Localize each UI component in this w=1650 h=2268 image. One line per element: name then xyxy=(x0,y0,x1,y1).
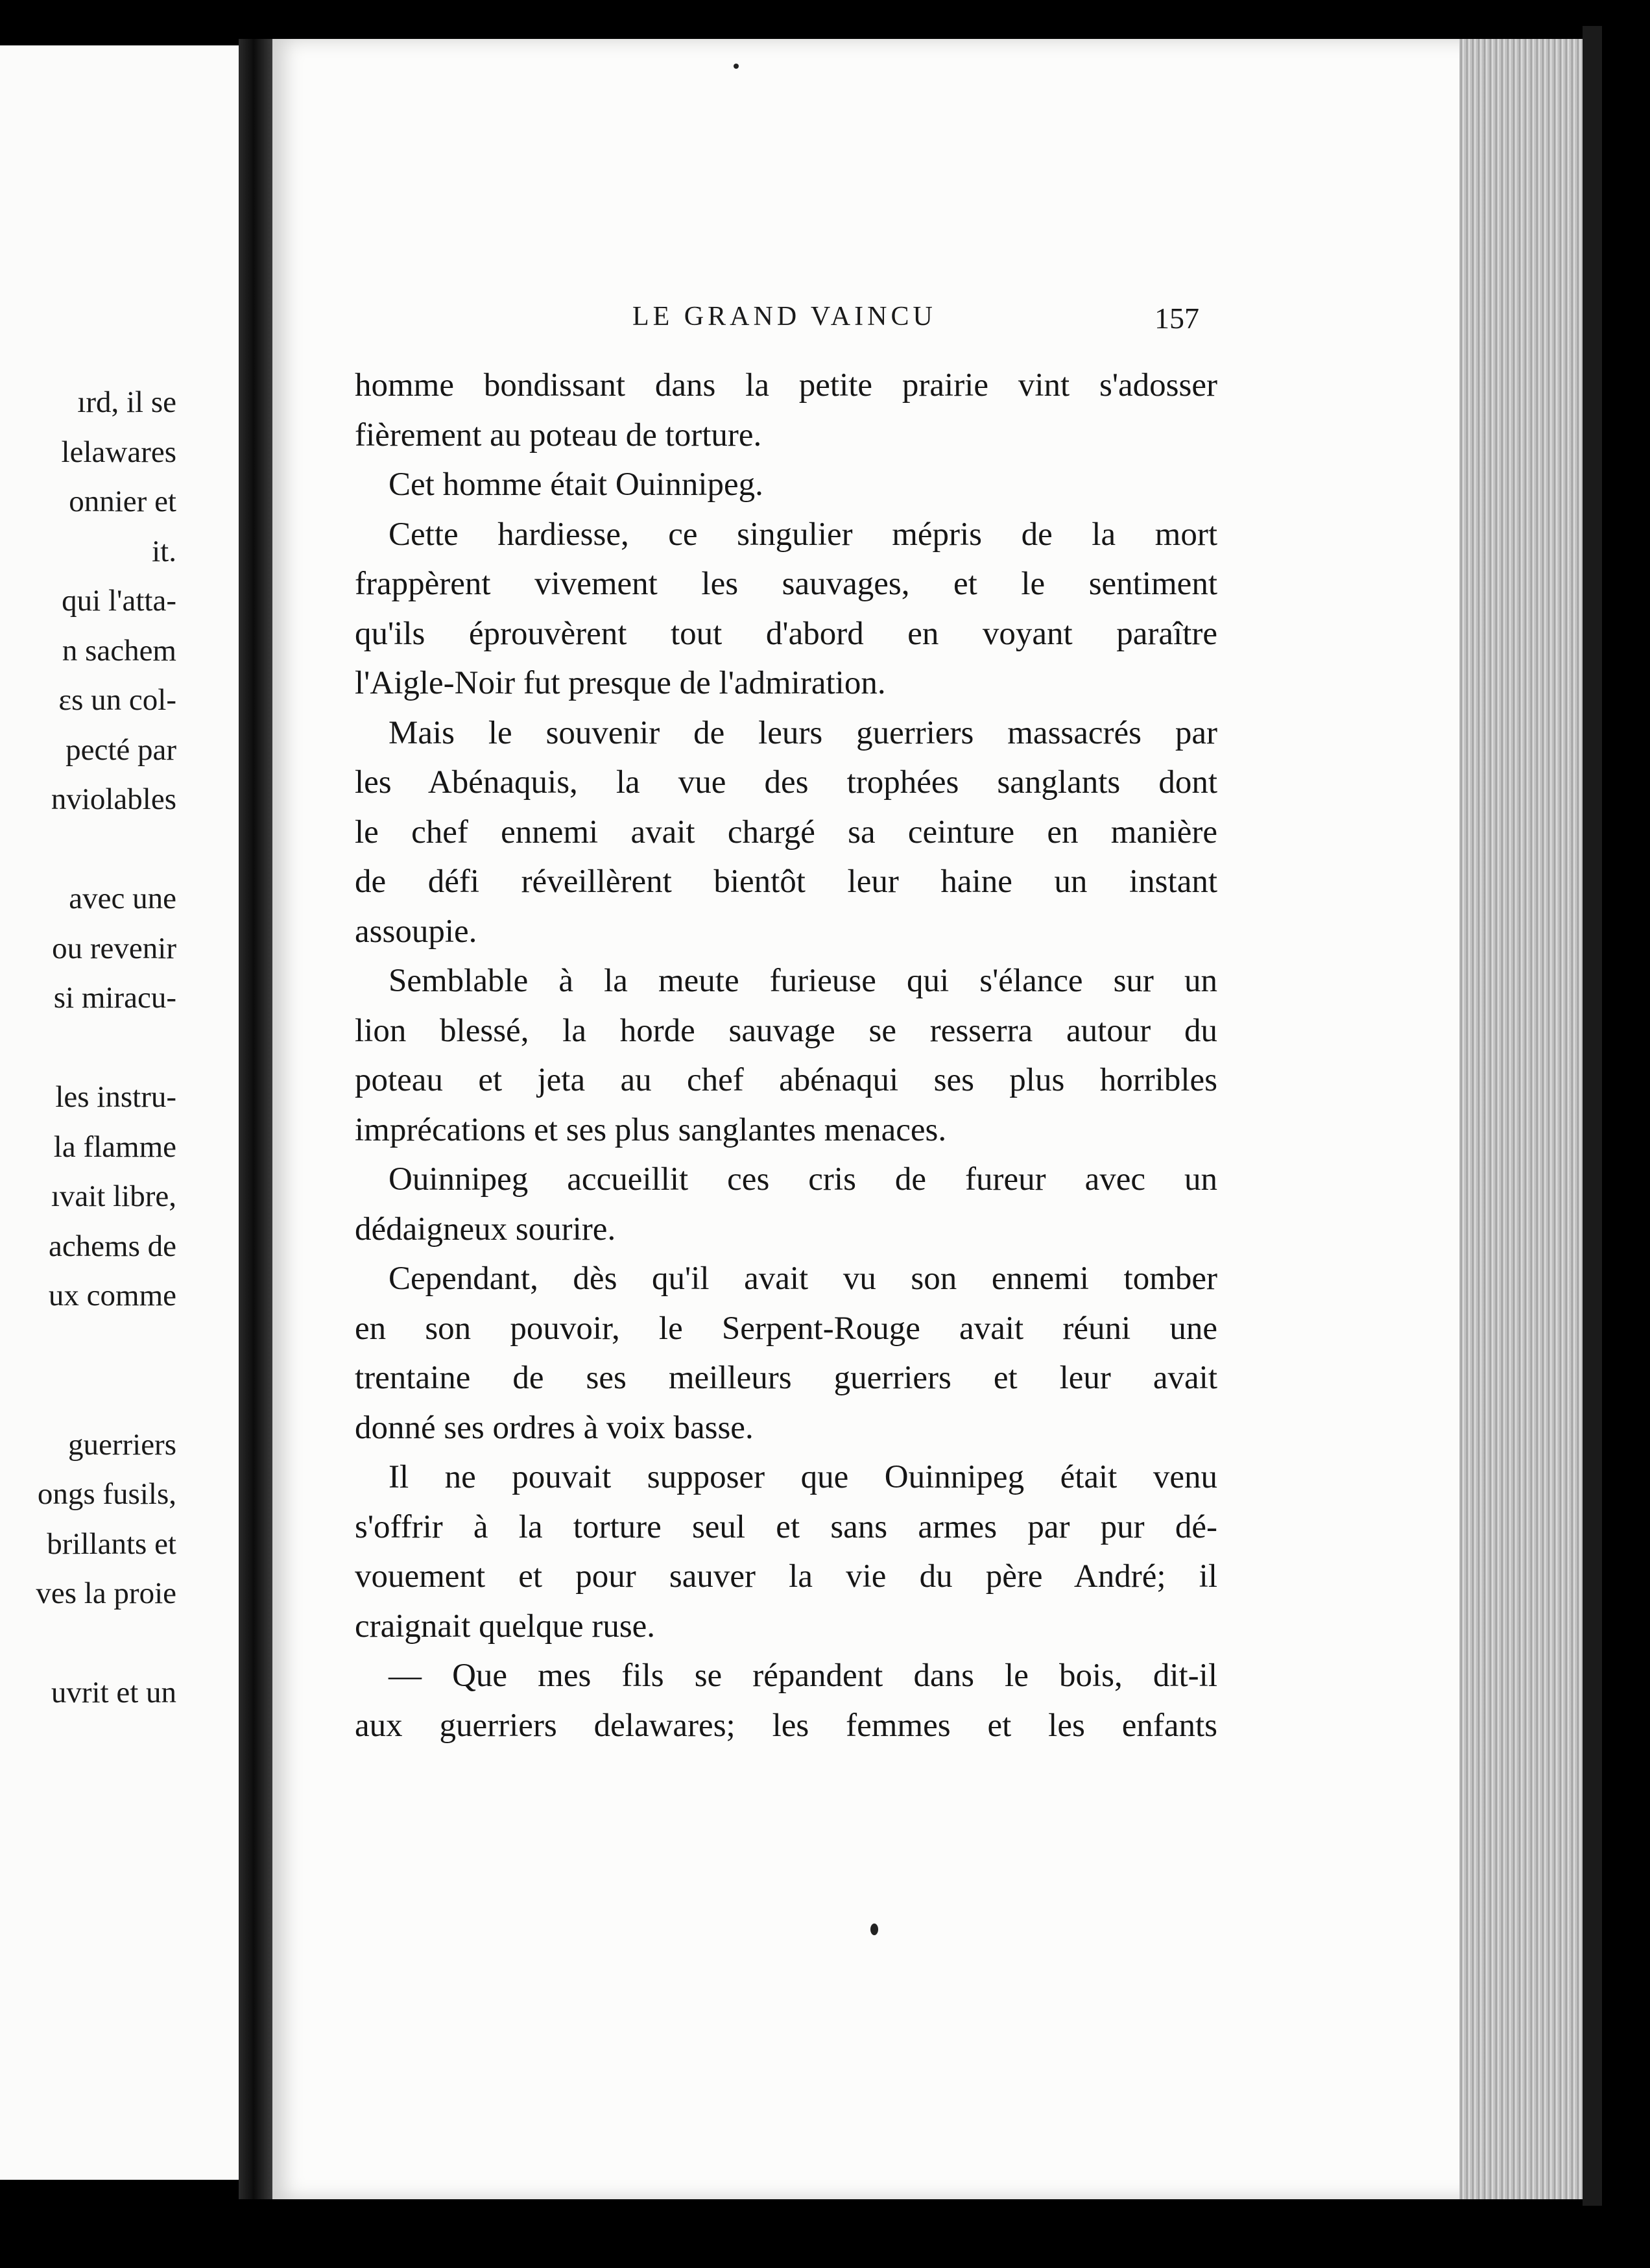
previous-page-text xyxy=(0,45,241,1992)
text-line: dédaigneux sourire. xyxy=(355,1211,616,1248)
ink-speck xyxy=(734,64,739,69)
text-line: les Abénaquis, la vue des trophées sanglants dont xyxy=(355,764,1217,801)
running-title: LE GRAND VAINCU xyxy=(632,302,937,332)
previous-page-line: n sachem xyxy=(62,633,176,668)
text-line: qu'ils éprouvèrent tout d'abord en voyant paraître xyxy=(355,615,1217,652)
text-line: Semblable à la meute furieuse qui s'élance sur un xyxy=(389,963,1217,999)
page-number: 157 xyxy=(1154,302,1199,335)
previous-page-line: it. xyxy=(152,534,176,568)
text-line: s'offrir à la torture seul et sans armes par pur dé- xyxy=(355,1508,1217,1545)
previous-page-line: ux comme xyxy=(48,1279,176,1312)
text-line: vouement et pour sauver la vie du père André; il xyxy=(355,1558,1217,1595)
text-line: frappèrent vivement les sauvages, et le sentiment xyxy=(355,566,1217,602)
text-line: l'Aigle-Noir fut presque de l'admiration. xyxy=(355,665,886,701)
text-line: imprécations et ses plus sanglantes menaces. xyxy=(355,1111,947,1148)
text-line: — Que mes fils se répandent dans le bois, dit-il xyxy=(389,1658,1217,1694)
previous-page-line: ves la proie xyxy=(36,1576,176,1610)
previous-page-line: achems de xyxy=(48,1229,176,1263)
previous-page-line: guerriers xyxy=(67,1427,176,1462)
previous-page-line: uvrit et un xyxy=(51,1676,176,1709)
ink-speck xyxy=(870,1924,878,1935)
text-line: Mais le souvenir de leurs guerriers massacrés par xyxy=(389,714,1217,751)
text-line: donné ses ordres à voix basse. xyxy=(355,1409,754,1446)
running-head xyxy=(632,301,1216,340)
text-line: homme bondissant dans la petite prairie vint s'adosser xyxy=(355,367,1217,404)
text-line: en son pouvoir, le Serpent-Rouge avait réuni une xyxy=(355,1310,1217,1347)
edge-shadow xyxy=(1583,26,1602,2206)
previous-page-line: si miracu- xyxy=(53,981,176,1015)
text-line: assoupie. xyxy=(355,913,477,950)
text-line: Ouinnipeg accueillit ces cris de fureur avec un xyxy=(389,1161,1217,1198)
text-line: lion blessé, la horde sauvage se resserra autour du xyxy=(355,1012,1217,1049)
text-line: craignait quelque ruse. xyxy=(355,1608,656,1645)
previous-page-line: ırd, il se xyxy=(77,385,176,419)
text-line: Cependant, dès qu'il avait vu son ennemi tomber xyxy=(389,1261,1217,1297)
text-line: Cette hardiesse, ce singulier mépris de la mort xyxy=(389,516,1217,553)
previous-page-line: les instru- xyxy=(55,1080,176,1114)
previous-page-line: la flamme xyxy=(53,1129,176,1164)
text-line: de défi réveillèrent bientôt leur haine un instant xyxy=(355,863,1217,900)
text-line: le chef ennemi avait chargé sa ceinture en manière xyxy=(355,814,1217,850)
page-edges xyxy=(1459,39,1596,2199)
previous-page xyxy=(0,45,241,2180)
body-text xyxy=(355,361,1217,1750)
previous-page-line: ɛs un col- xyxy=(58,683,176,717)
text-line: poteau et jeta au chef abénaqui ses plus horribles xyxy=(355,1062,1217,1098)
text-line: trentaine de ses meilleurs guerriers et leur avait xyxy=(355,1360,1217,1396)
previous-page-line: ongs fusils, xyxy=(37,1477,176,1511)
previous-page-line: brillants et xyxy=(47,1526,176,1561)
text-line: Cet homme était Ouinnipeg. xyxy=(389,466,763,503)
previous-page-line: qui l'atta- xyxy=(62,584,176,618)
text-line: aux guerriers delawares; les femmes et les enfants xyxy=(355,1707,1217,1744)
previous-page-line: avec une xyxy=(69,882,176,915)
previous-page-line: lelawares xyxy=(61,435,176,469)
text-line: fièrement au poteau de torture. xyxy=(355,416,762,453)
previous-page-line: pecté par xyxy=(66,732,176,767)
previous-page-line: ou revenir xyxy=(52,931,176,965)
book-gutter xyxy=(239,39,272,2199)
previous-page-line: onnier et xyxy=(69,485,176,518)
previous-page-line: ıvait libre, xyxy=(51,1179,176,1213)
previous-page-line: nviolables xyxy=(51,782,176,816)
text-line: Il ne pouvait supposer que Ouinnipeg était venu xyxy=(389,1459,1217,1495)
